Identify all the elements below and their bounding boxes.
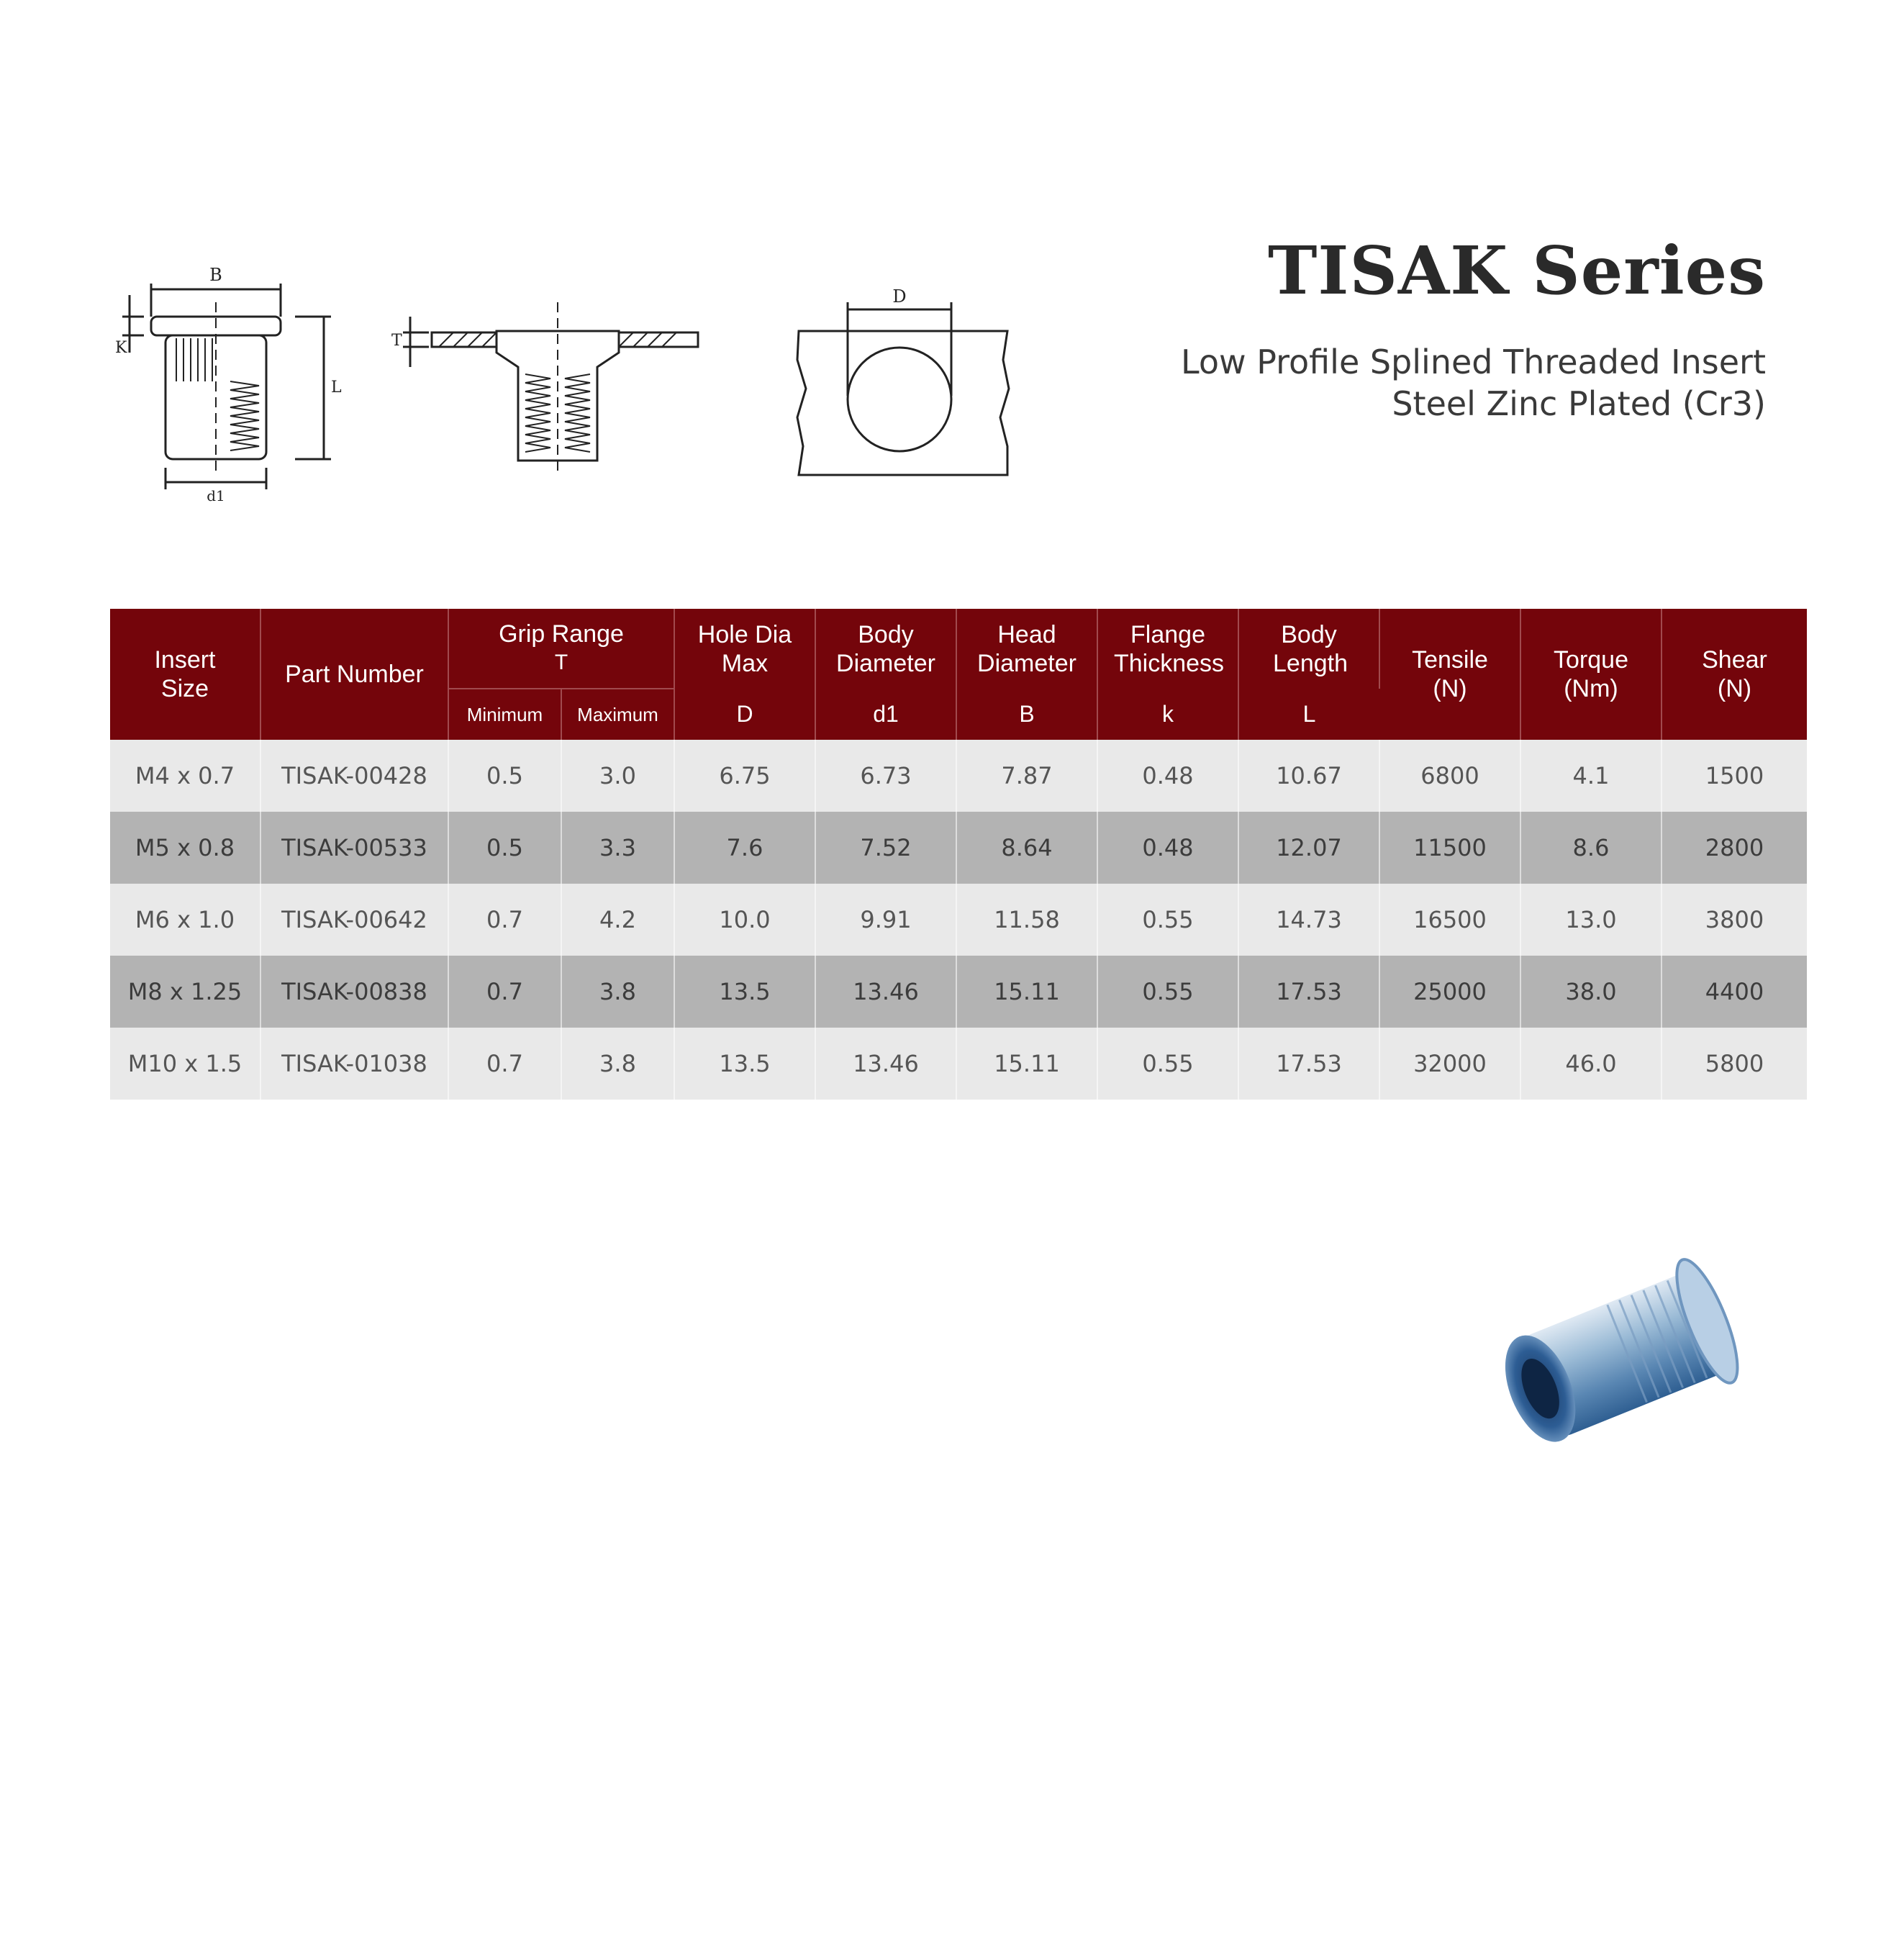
header-grip-maximum: Maximum: [561, 689, 674, 740]
cell-body-diameter: 7.52: [815, 812, 956, 884]
cell-insert-size: M6 x 1.0: [110, 884, 260, 956]
cell-tensile: 6800: [1379, 740, 1520, 812]
header-flange-thickness-symbol: k: [1097, 689, 1238, 740]
cell-torque: 38.0: [1520, 956, 1662, 1028]
cell-torque: 13.0: [1520, 884, 1662, 956]
cell-hole-dia: 7.6: [674, 812, 815, 884]
cell-body-diameter: 9.91: [815, 884, 956, 956]
cell-grip-maximum: 4.2: [561, 884, 674, 956]
cell-body-diameter: 13.46: [815, 956, 956, 1028]
subtitle-line-1: Low Profile Splined Threaded Insert: [1181, 343, 1766, 381]
cell-hole-dia: 13.5: [674, 1028, 815, 1100]
cell-head-diameter: 15.11: [956, 956, 1097, 1028]
header-body-length-symbol: L: [1238, 689, 1379, 740]
header-hole-dia: Hole Dia Max: [674, 609, 815, 689]
cell-grip-minimum: 0.5: [448, 812, 561, 884]
cell-tensile: 25000: [1379, 956, 1520, 1028]
cell-flange-thickness: 0.55: [1097, 956, 1238, 1028]
table-row: [110, 1028, 1807, 1100]
cell-hole-dia: 13.5: [674, 956, 815, 1028]
cell-torque: 4.1: [1520, 740, 1662, 812]
cell-part-number: TISAK-00428: [260, 740, 448, 812]
insert-side-view-drawing: [101, 259, 345, 504]
cell-grip-minimum: 0.7: [448, 1028, 561, 1100]
cell-head-diameter: 8.64: [956, 812, 1097, 884]
cell-part-number: TISAK-01038: [260, 1028, 448, 1100]
grip-range-symbol: T: [554, 651, 568, 674]
dimension-label-t: T: [391, 332, 402, 350]
cell-grip-minimum: 0.5: [448, 740, 561, 812]
cell-flange-thickness: 0.48: [1097, 812, 1238, 884]
cell-body-length: 10.67: [1238, 740, 1379, 812]
cell-flange-thickness: 0.55: [1097, 884, 1238, 956]
cell-flange-thickness: 0.48: [1097, 740, 1238, 812]
dimension-label-d1: d1: [207, 487, 225, 504]
cell-insert-size: M5 x 0.8: [110, 812, 260, 884]
dimension-label-d: D: [892, 286, 907, 307]
technical-drawings: [101, 259, 1051, 504]
header-flange-thickness: Flange Thickness: [1097, 609, 1238, 689]
cell-torque: 46.0: [1520, 1028, 1662, 1100]
header-body-diameter-symbol: d1: [815, 689, 956, 740]
header-head-diameter-symbol: B: [956, 689, 1097, 740]
cell-part-number: TISAK-00533: [260, 812, 448, 884]
table-row: [110, 956, 1807, 1028]
cell-part-number: TISAK-00838: [260, 956, 448, 1028]
cell-part-number: TISAK-00642: [260, 884, 448, 956]
cell-tensile: 16500: [1379, 884, 1520, 956]
cell-shear: 3800: [1662, 884, 1807, 956]
header-shear: Shear (N): [1662, 609, 1807, 740]
cell-grip-maximum: 3.8: [561, 1028, 674, 1100]
header-grip-minimum: Minimum: [448, 689, 561, 740]
cell-tensile: 11500: [1379, 812, 1520, 884]
cell-body-diameter: 6.73: [815, 740, 956, 812]
cell-shear: 1500: [1662, 740, 1807, 812]
header-hole-symbol: D: [674, 689, 815, 740]
subtitle-line-2: Steel Zinc Plated (Cr3): [1392, 384, 1766, 423]
header-body-diameter: Body Diameter: [815, 609, 956, 689]
cell-grip-maximum: 3.0: [561, 740, 674, 812]
header-insert-size: Insert Size: [110, 609, 260, 740]
insert-product-image: [1482, 1238, 1756, 1468]
header-body-length: Body Length: [1238, 609, 1379, 689]
cell-body-length: 14.73: [1238, 884, 1379, 956]
cell-grip-maximum: 3.3: [561, 812, 674, 884]
cell-head-diameter: 15.11: [956, 1028, 1097, 1100]
cell-body-length: 17.53: [1238, 1028, 1379, 1100]
title-block: [1181, 232, 1766, 425]
cell-grip-minimum: 0.7: [448, 884, 561, 956]
cell-grip-maximum: 3.8: [561, 956, 674, 1028]
table-row: [110, 812, 1807, 884]
cell-head-diameter: 7.87: [956, 740, 1097, 812]
cell-insert-size: M4 x 0.7: [110, 740, 260, 812]
cell-hole-dia: 6.75: [674, 740, 815, 812]
dimension-label-k: K: [115, 339, 127, 357]
spec-table: [110, 609, 1807, 1100]
cell-torque: 8.6: [1520, 812, 1662, 884]
hole-plan-drawing: [792, 281, 1022, 482]
header-grip-range: Grip Range T: [448, 609, 674, 689]
cell-body-length: 12.07: [1238, 812, 1379, 884]
cell-hole-dia: 10.0: [674, 884, 815, 956]
cell-shear: 5800: [1662, 1028, 1807, 1100]
header-part-number: Part Number: [260, 609, 448, 740]
cell-shear: 2800: [1662, 812, 1807, 884]
dimension-label-b: B: [209, 265, 222, 285]
installed-section-drawing: [389, 302, 705, 504]
header-torque: Torque (Nm): [1520, 609, 1662, 740]
series-title: TISAK Series: [1267, 232, 1766, 309]
dimension-label-l: L: [331, 379, 342, 397]
subtitle: [1181, 341, 1766, 425]
cell-body-length: 17.53: [1238, 956, 1379, 1028]
header-head-diameter: Head Diameter: [956, 609, 1097, 689]
cell-shear: 4400: [1662, 956, 1807, 1028]
header-tensile: Tensile (N): [1379, 609, 1520, 740]
table-row: [110, 740, 1807, 812]
cell-body-diameter: 13.46: [815, 1028, 956, 1100]
cell-grip-minimum: 0.7: [448, 956, 561, 1028]
cell-insert-size: M8 x 1.25: [110, 956, 260, 1028]
cell-tensile: 32000: [1379, 1028, 1520, 1100]
cell-head-diameter: 11.58: [956, 884, 1097, 956]
table-row: [110, 884, 1807, 956]
cell-flange-thickness: 0.55: [1097, 1028, 1238, 1100]
cell-insert-size: M10 x 1.5: [110, 1028, 260, 1100]
